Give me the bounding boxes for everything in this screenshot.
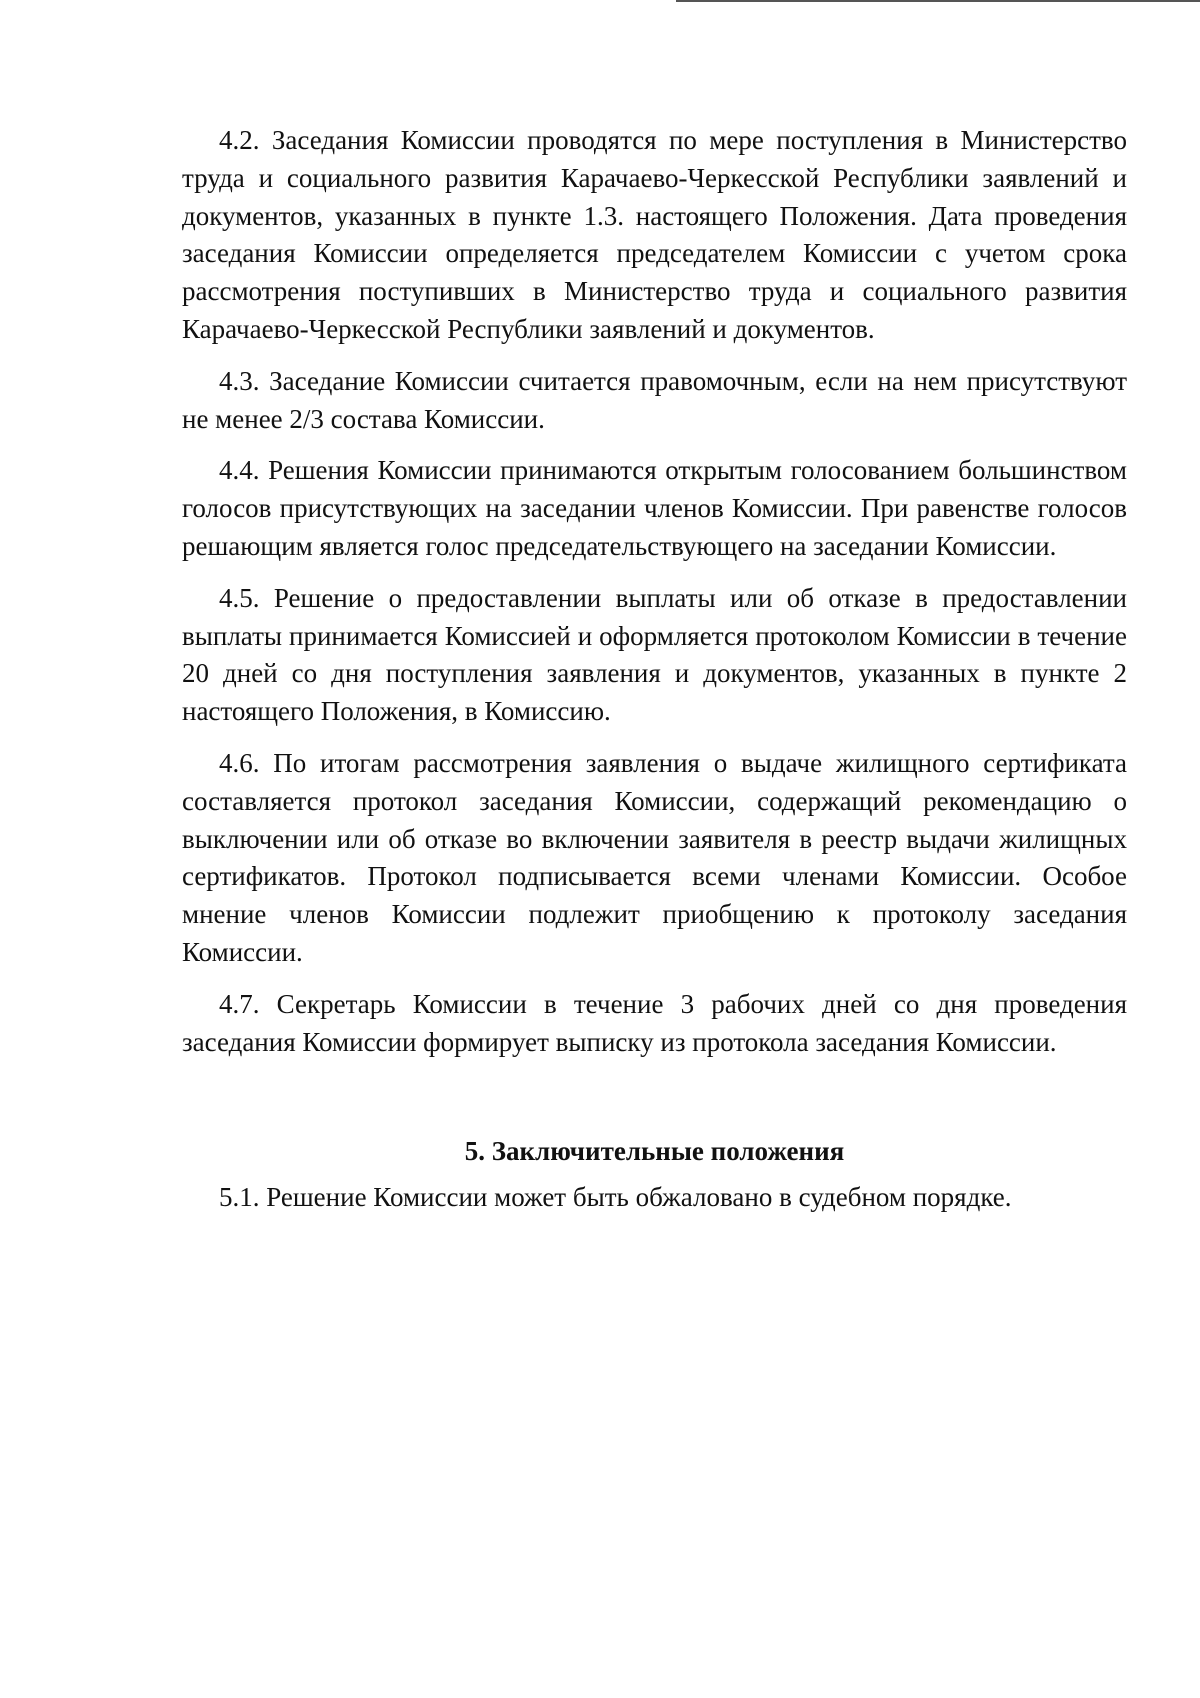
paragraph-4-2: 4.2. Заседания Комиссии проводятся по мере поступления в Министерство труда и социального развития Карачаево-Черкесской Республики заявлений и документов, указанных в пункте 1.3. настоящего Положения. Дата проведения заседания Комиссии определяется председателем Комиссии с учетом срока рассмотрения поступивших в Министерство труда и социального развития Карачаево-Черкесской Республики заявлений и документов.	[182, 125, 1127, 344]
paragraph-4-5: 4.5. Решение о предоставлении выплаты или об отказе в предоставлении выплаты принимается Комиссией и оформляется протоколом Комиссии в течение 20 дней со дня поступления заявления и документов, указанных в пункте 2 настоящего Положения, в Комиссию.	[182, 582, 1127, 727]
paragraph-4-3: 4.3. Заседание Комиссии считается правомочным, если на нем присутствуют не менее 2/3 состава Комиссии.	[182, 365, 1127, 434]
paragraph-4-4: 4.4. Решения Комиссии принимаются открытым голосованием большинством голосов присутствующих на заседании членов Комиссии. При равенстве голосов решающим является голос председательствующего на заседании Комиссии.	[182, 455, 1127, 561]
document-page	[182, 122, 1127, 1217]
paragraph-4-7: 4.7. Секретарь Комиссии в течение 3 рабочих дней со дня проведения заседания Комиссии формирует выписку из протокола заседания Комиссии.	[182, 988, 1127, 1057]
paragraph-4-6: 4.6. По итогам рассмотрения заявления о выдаче жилищного сертификата составляется протокол заседания Комиссии, содержащий рекомендацию о выключении или об отказе во включении заявителя в реестр выдачи жилищных сертификатов. Протокол подписывается всеми членами Комиссии. Особое мнение членов Комиссии подлежит приобщению к протоколу заседания Комиссии.	[182, 747, 1127, 967]
paragraph-5-1: 5.1. Решение Комиссии может быть обжаловано в судебном порядке.	[219, 1182, 1012, 1213]
section-5-title: 5. Заключительные положения	[464, 1136, 845, 1167]
scan-edge-line	[676, 0, 1200, 2]
